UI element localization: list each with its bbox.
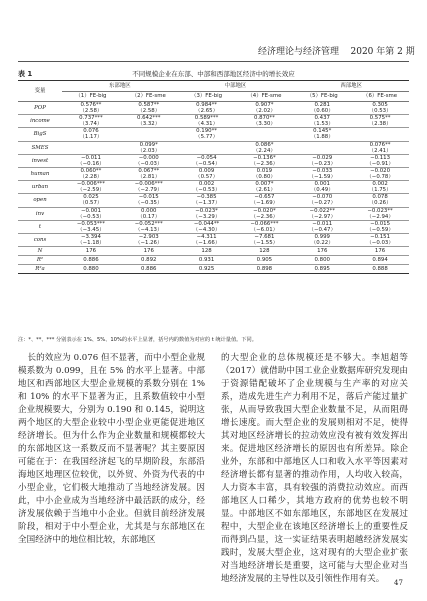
coefficient-cell: 0.907* [255,102,274,108]
coefficient-cell: −0.000 [138,154,159,161]
t-stat-cell: （2.02） [235,108,293,115]
t-stat-cell: （−0.47） [293,227,351,234]
coefficient-cell: −0.006*** [76,181,105,188]
region-header-central: 中部地区 [178,81,294,92]
coefficient-cell: −0.011 [312,220,333,227]
table-row-tstat [18,148,409,155]
coefficient-cell: −4.311 [196,233,217,240]
model-header: （6）FE-sme [351,92,409,102]
coefficient-cell: 0.009 [198,167,215,174]
table-row [18,128,409,135]
coefficient-cell: 0.076 [83,128,99,135]
coefficient-cell: 0.060** [80,167,102,174]
coefficient-cell: −0.023* [195,207,218,214]
coefficient-cell: −2.903 [138,233,159,240]
coefficient-cell: 0.019 [256,167,273,174]
stat-cell: 0.894 [351,256,409,265]
t-stat-cell: （3.30） [235,121,293,128]
coefficient-cell: −0.022** [309,207,335,214]
header-rule [18,61,409,62]
stat-cell: 0.880 [62,265,120,274]
coefficient-cell: 0.078 [372,194,388,201]
coefficient-cell: −0.020 [370,167,391,174]
t-stat-cell: （−2.36） [235,161,293,168]
coefficient-cell: 0.737*** [79,115,103,122]
t-stat-cell: （−3.45） [62,227,120,234]
coefficient-cell: −0.015 [138,194,159,201]
table-row-tstat [18,240,409,247]
coefficient-cell: 0.002 [372,181,388,188]
coefficient-cell: −0.385 [196,194,217,201]
coefficient-cell: 0.145* [313,128,332,135]
t-stat-cell [235,134,293,141]
t-stat-cell: （3.32） [120,121,178,128]
coefficient-cell: 0.007* [255,181,274,188]
t-stat-cell: （−0.27） [293,200,351,207]
table-row [18,102,409,109]
stat-cell: 0.886 [62,256,120,265]
coefficient-cell: 0.190** [196,128,217,135]
t-stat-cell: （−0.16） [62,161,120,168]
variable-name: inv [18,207,62,220]
t-stat-cell: （0.57） [178,174,236,181]
t-stat-cell: （−2.59） [62,187,120,194]
table-label: 表 1 [18,70,33,78]
coefficient-cell: 0.575** [369,115,391,122]
t-stat-cell: （2.03） [120,148,178,155]
coefficient-cell: −7.681 [254,233,275,240]
coefficient-cell: 0.984** [196,102,217,108]
coefficient-cell [62,141,120,148]
body-text-left: 长的效应为 0.076 但不显著，而中小型企业规模系数为 0.099，且在 5% 的水平上显著。中部地区和西部地区大型企业规模的系数分别在 1% 和 10% 的水平下显著为正，且系数值较中小型企业规模要大，分别为 0.190 和 0.145，说明这两个地区的大型企业较中小型企业更能促进地区经济增长。但为什么作为企业数量和规模都较大的东部地区这一系数反而不显著呢？其主要原因可能在于：在我国经济起飞的早期阶段，东部沿海地区地理区位较优，以外贸、外资为代表的中小型企业，它们极大地推动了当地经济发展。因此，中小企业成为当地经济中最活跃的成分，经济发展依赖于当地中小企业。但就目前经济发展阶段，相对于中小型企业，尤其是与东部地区在全国经济中的地位相比较，东部地区 [18,353,205,545]
variable-name: SMES [18,141,62,154]
stat-cell: 0.886 [120,265,178,274]
t-stat-cell: （−1.66） [178,240,236,247]
region-header-east: 东部地区 [62,81,178,92]
t-stat-cell: （−2.97） [293,214,351,221]
t-stat-cell: （−1.37） [178,200,236,207]
t-stat-cell: （2.58） [120,108,178,115]
model-header: （2）FE-sme [120,92,178,102]
t-stat-cell: （−1.26） [120,240,178,247]
stat-cell: 176 [62,247,120,256]
t-stat-cell: （0.22） [293,240,351,247]
t-stat-cell: （2.28） [62,174,120,181]
t-stat-cell: （0.80） [235,174,293,181]
t-stat-cell: （−0.59） [351,227,409,234]
coefficient-cell: −0.006*** [134,181,163,188]
stat-cell: 0.895 [293,265,351,274]
t-stat-cell: （2.61） [235,187,293,194]
t-stat-cell: （4.31） [178,121,236,128]
stat-cell: 0.800 [293,256,351,265]
coefficient-cell: 0.305 [372,102,388,108]
t-stat-cell: （−2.36） [235,214,293,221]
coefficient-cell: −0.020* [253,207,276,214]
coefficient-cell: −0.015 [370,220,391,227]
table-row [18,220,409,227]
coefficient-cell: 0.001 [314,181,330,188]
variable-name: income [18,115,62,128]
coefficient-cell: 0.000 [141,207,157,214]
t-stat-cell: （−0.23） [293,161,351,168]
coefficient-cell: 0.576** [80,102,102,108]
coefficient-cell: 0.281 [314,102,330,108]
coefficient-cell: −0.657 [254,194,275,201]
t-stat-cell: （1.75） [351,187,409,194]
coefficient-cell: 0.086* [255,141,274,148]
coefficient-cell [178,141,236,148]
t-stat-cell [62,148,120,155]
coefficient-cell: −0.053*** [76,220,105,227]
coefficient-cell: −0.023** [367,207,393,214]
t-stat-cell: （−0.03） [120,161,178,168]
t-stat-cell: （2.81） [120,174,178,181]
stat-cell: 0.905 [235,256,293,265]
t-stat-cell: （−4.13） [120,227,178,234]
model-header: （1）FE-big [62,92,120,102]
t-stat-cell: （2.58） [62,108,120,115]
variable-name: invest [18,154,62,167]
t-stat-cell: （−1.18） [62,240,120,247]
coefficient-cell [293,141,351,148]
t-stat-cell: （−3.29） [178,214,236,221]
table-row [18,207,409,214]
coefficient-cell: −0.033 [312,167,333,174]
t-stat-cell [351,134,409,141]
t-stat-cell: （−1.69） [235,200,293,207]
t-stat-cell: （1.53） [293,121,351,128]
stat-row [18,256,409,265]
running-header [258,44,415,58]
regression-table [18,80,409,274]
coefficient-cell: 0.587** [138,102,160,108]
variable-header: 变量 [18,81,62,102]
t-stat-cell: （0.26） [351,200,409,207]
coefficient-cell: 0.099* [139,141,158,148]
table-row-tstat [18,134,409,141]
table-row [18,233,409,240]
table-row [18,141,409,148]
stat-cell: 128 [235,247,293,256]
t-stat-cell: （−1.55） [235,240,293,247]
coefficient-cell: 0.076** [369,141,391,148]
t-stat-cell: （0.53） [351,108,409,115]
t-stat-cell: （0.57） [62,200,120,207]
stat-cell: 0.925 [178,265,236,274]
region-header-west: 西部地区 [293,81,409,92]
coefficient-cell: −0.052*** [134,220,163,227]
t-stat-cell: （2.24） [235,148,293,155]
issue-label: 2020 年第 2 期 [350,47,415,57]
coefficient-cell: −0.044** [193,220,220,227]
t-stat-cell: （2.41） [351,148,409,155]
variable-name: POP [18,102,62,115]
page-number: 47 [394,579,403,587]
table-row-tstat [18,108,409,115]
coefficient-cell: 0.870** [253,115,275,122]
coefficient-cell: −0.011 [80,154,101,161]
t-stat-cell: （−0.35） [120,200,178,207]
t-stat-cell: （−0.03） [351,240,409,247]
t-stat-cell: （−0.53） [178,187,236,194]
t-stat-cell: （−0.78） [351,174,409,181]
coefficient-cell: 0.002 [198,181,215,188]
model-header: （4）FE-sme [235,92,293,102]
t-stat-cell: （2.38） [351,121,409,128]
coefficient-cell: −0.054 [196,154,217,161]
coefficient-cell: 0.589*** [194,115,219,122]
variable-name: urban [18,181,62,194]
t-stat-cell: （0.49） [293,187,351,194]
t-stat-cell: （0.60） [293,108,351,115]
coefficient-cell: −0.151 [370,233,391,240]
stat-cell: 0.898 [235,265,293,274]
variable-name: cons [18,233,62,246]
t-stat-cell [178,148,236,155]
t-stat-cell: （−0.91） [351,161,409,168]
model-header: （3）FE-big [178,92,236,102]
t-stat-cell: （−2.94） [351,214,409,221]
t-stat-cell [293,148,351,155]
table-row-tstat [18,200,409,207]
t-stat-cell: （−0.53） [62,214,120,221]
t-stat-cell: （−6.01） [235,227,293,234]
coefficient-cell: −3.394 [80,233,101,240]
table-row [18,154,409,161]
t-stat-cell: （5.77） [178,134,236,141]
coefficient-cell: −0.070 [312,194,333,201]
table-row [18,167,409,174]
stat-name: R²a [18,265,62,274]
table-row [18,194,409,201]
coefficient-cell: −0.113 [370,154,391,161]
table-row-tstat [18,161,409,168]
stat-name: N [18,247,62,256]
t-stat-cell: （1.17） [62,134,120,141]
t-stat-cell: （−1.59） [293,174,351,181]
t-stat-cell: （3.74） [62,121,120,128]
table-note: 注：*、**、*** 分别表示在 1%、5%、10%的水平上显著，括号内的数值为对应的 t 统计量值。下同。 [18,337,257,343]
stat-cell: 0.888 [351,265,409,274]
coefficient-cell: 0.642*** [136,115,161,122]
stat-cell: 0.892 [120,256,178,265]
coefficient-cell: −0.066*** [250,220,279,227]
variable-name: open [18,194,62,207]
coefficient-cell [120,128,178,135]
body-text-right: 的大型企业的总体规模还是不够大。李旭超等（2017）就借助中国工业企业数据库研究发现由于资源错配破坏了企业规模与生产率的对应关系，造成先进生产力利用不足，落后产能过量扩张，从而导致我国大型企业数量不足，从而阻碍增长速度。而大型企业的发展则相对不足，使得其对地区经济增长的拉动效应没有被有效发挥出来。促进地区经济增长的原因也有所差异。除企业外，东部和中部地区人口和收入水平等因素对经济增长都有显著的推动作用，人均收入较高，人力资本丰富，具有较强的消费拉动效应。而西部地区人口稀少，其地方政府的优势也较不明显。中部地区不如东部地区，东部地区在发展过程中，大型企业在该地区经济增长上的重要性反而得到凸显，这一实证结果表明超越经济发展实践时，发展大型企业，这对现有的大型企业扩张对当地经济增长是重要，这可能与大型企业对当地经济发展的主导性以及引领性作用有关。 [221,353,408,584]
variable-name: BigS [18,128,62,141]
stat-cell: 176 [120,247,178,256]
journal-title: 经济理论与经济管理 [258,47,340,57]
coefficient-cell: 0.025 [83,194,99,201]
coefficient-cell [235,128,293,135]
t-stat-cell: （2.65） [178,108,236,115]
table-title: 不同规模企业在东部、中部和西部地区经济中的增长效应 [132,70,295,78]
coefficient-cell: 0.999 [314,233,330,240]
t-stat-cell: （−0.54） [178,161,236,168]
coefficient-cell: 0.437 [314,115,330,122]
t-stat-cell: （−2.79） [120,187,178,194]
t-stat-cell: （1.88） [293,134,351,141]
t-stat-cell [120,134,178,141]
table-row-tstat [18,227,409,234]
t-stat-cell: （−4.30） [178,227,236,234]
table-row-tstat [18,187,409,194]
stat-cell: 128 [178,247,236,256]
coefficient-cell: −0.136* [253,154,276,161]
model-header: （5）FE-big [293,92,351,102]
stat-cell: 176 [351,247,409,256]
table-row-tstat [18,214,409,221]
coefficient-cell: −0.029 [312,154,333,161]
table-row [18,181,409,188]
table-row-tstat [18,174,409,181]
stat-row [18,247,409,256]
coefficient-cell [351,128,409,135]
coefficient-cell: 0.067** [138,167,160,174]
table-row [18,115,409,122]
stat-cell: 0.931 [178,256,236,265]
table-row-tstat [18,121,409,128]
stat-name: R² [18,256,62,265]
coefficient-cell: −0.001 [80,207,101,214]
stat-row [18,265,409,274]
stat-cell: 176 [293,247,351,256]
t-stat-cell: （0.17） [120,214,178,221]
variable-name: t [18,220,62,233]
variable-name: human [18,167,62,180]
